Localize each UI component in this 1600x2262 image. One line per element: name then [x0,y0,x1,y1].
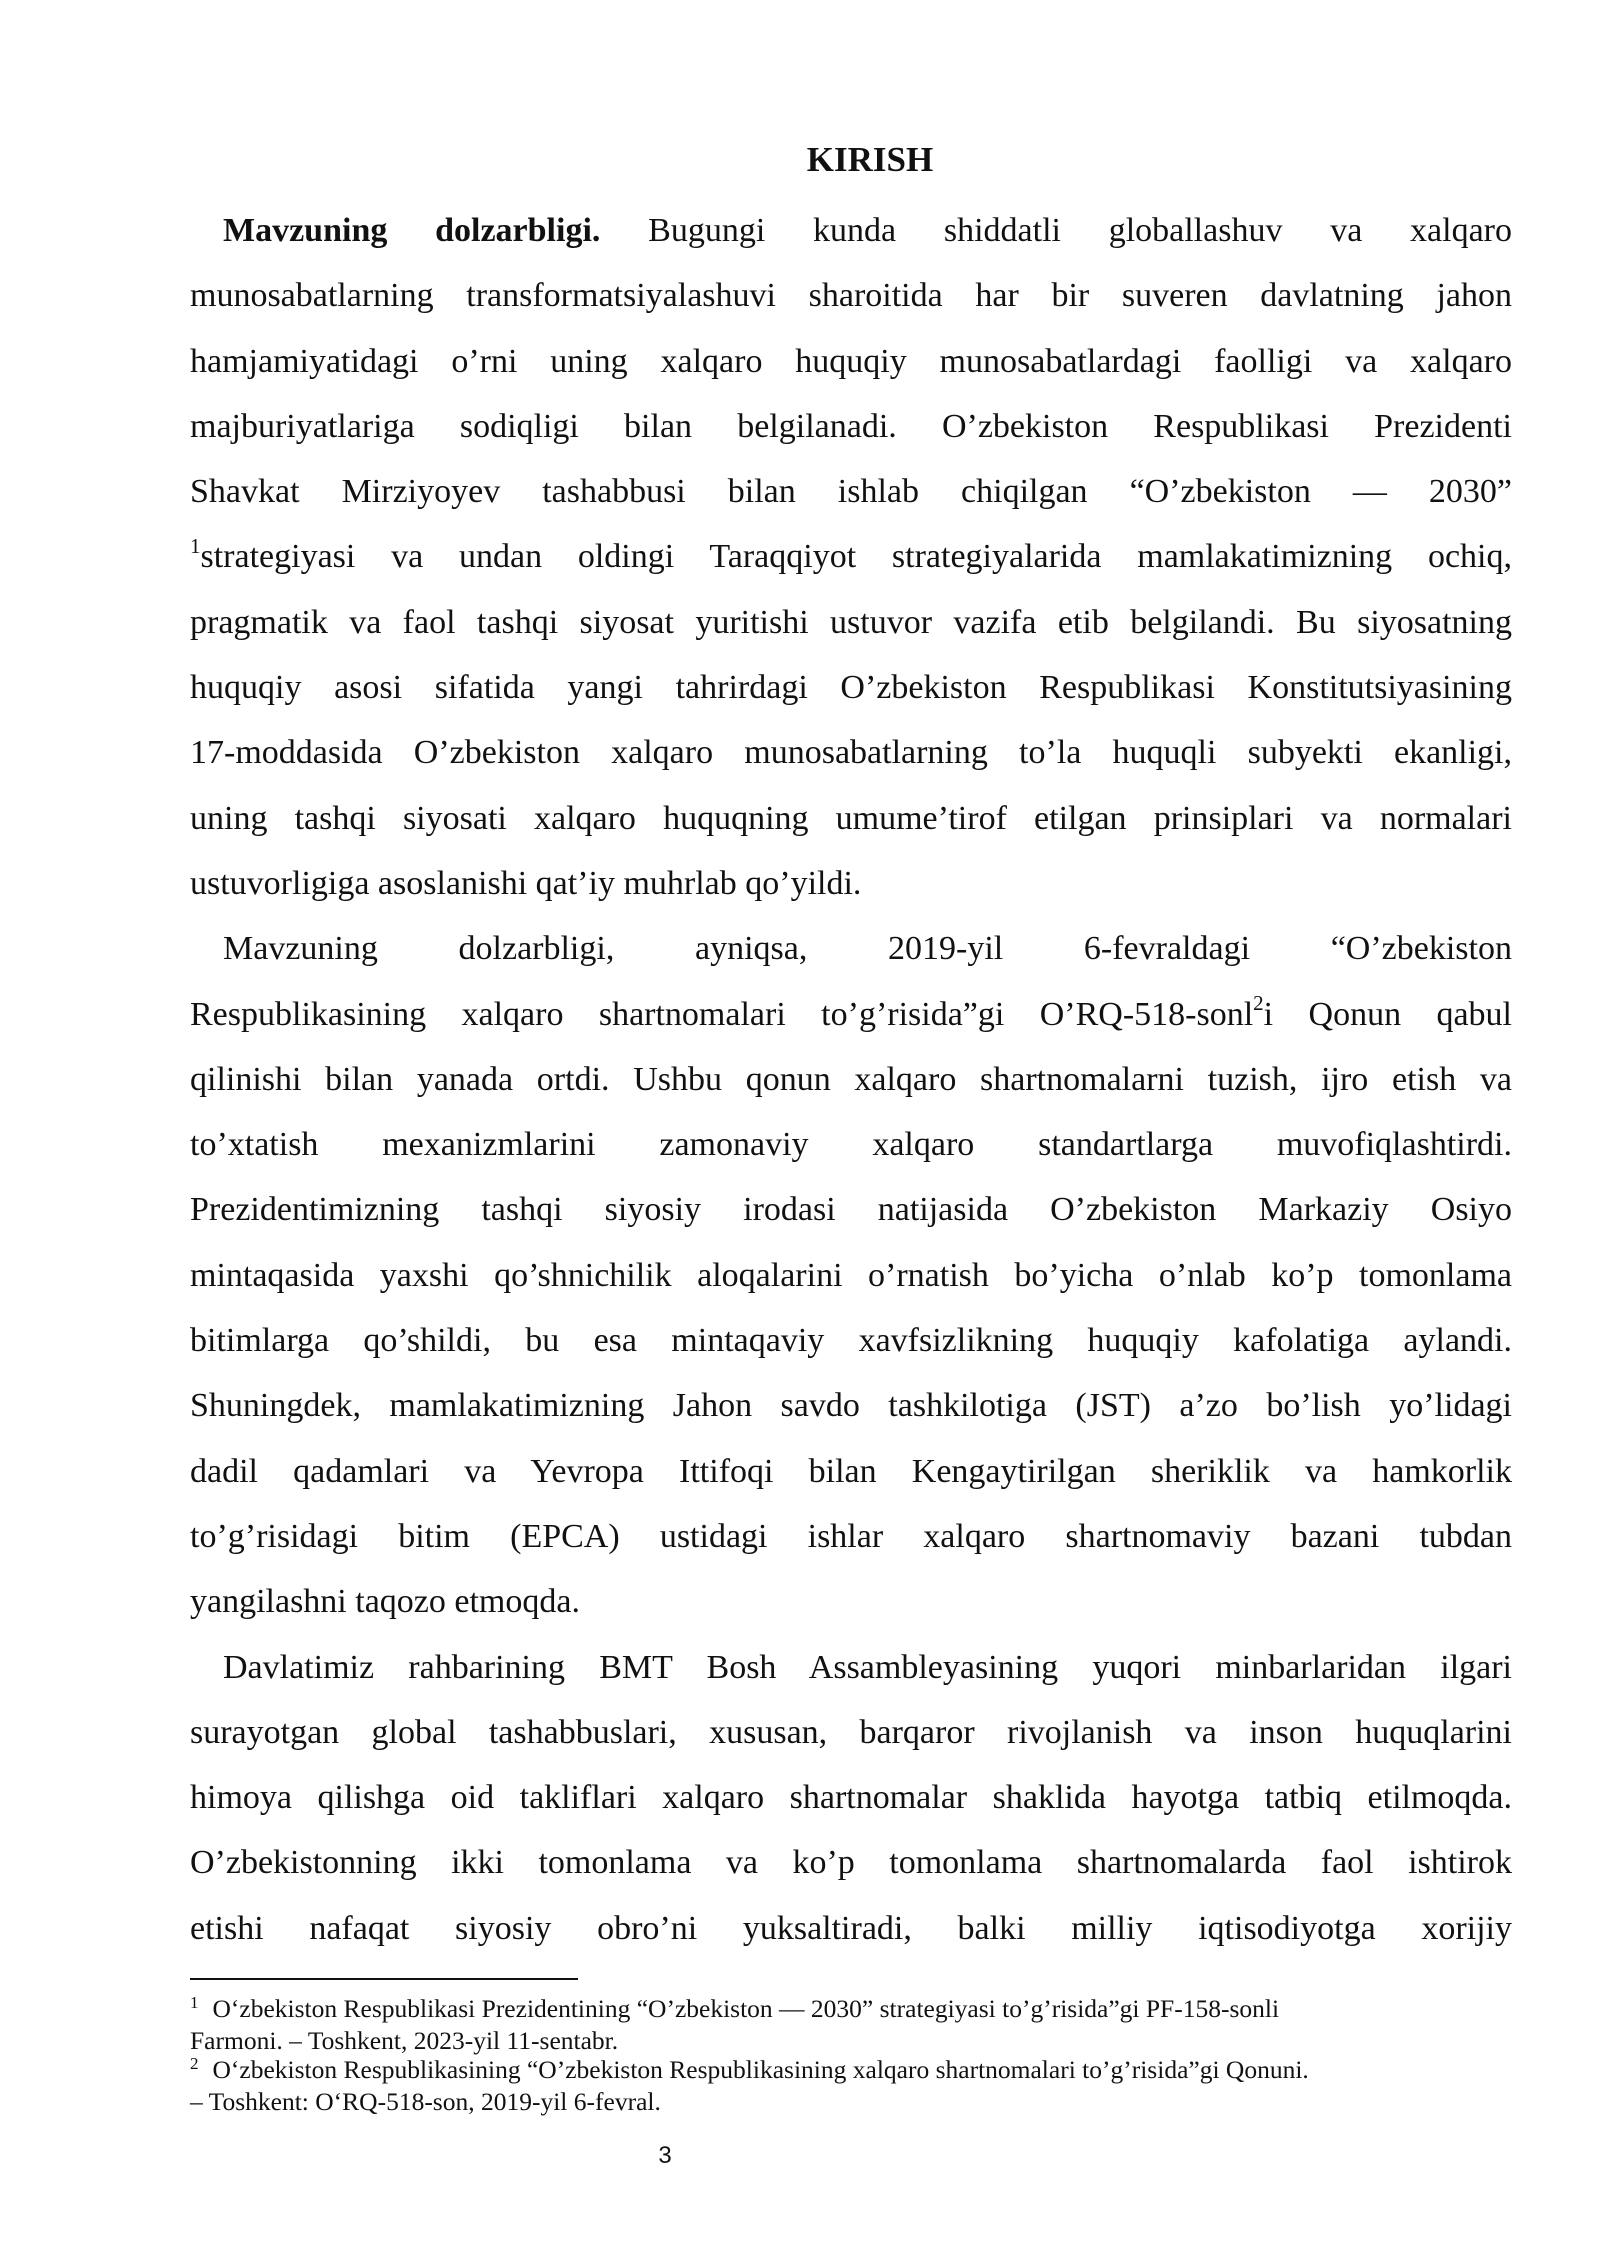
text-line: Shavkat Mirziyoyev tashabbusi bilan ishlab chiqilgan “O’zbekiston — 2030” [190,473,1512,511]
text-line: Davlatimiz rahbarining BMT Bosh Assambleyasining yuqori minbarlaridan ilgari [223,1648,1512,1686]
line-text: i Qonun qabul [1263,995,1512,1033]
text-line: qilinishi bilan yanada ortdi. Ushbu qonun xalqaro shartnomalarni tuzish, ijro etish va [190,1060,1512,1098]
page-number: 3 [658,2142,672,2169]
text-line: bitimlarga qo’shildi, bu esa mintaqaviy xavfsizlikning huquqiy kafolatiga aylandi. [190,1322,1512,1360]
text-line [190,982,1512,1047]
text-line: pragmatik va faol tashqi siyosat yuritishi ustuvor vazifa etib belgilandi. Bu siyosatning [190,603,1512,641]
footnote-mark: 1 [190,1993,199,2012]
footnote-line [190,2055,1512,2087]
footnote-text: O‘zbekiston Respublikasi Prezidentining “O’zbekiston — 2030” strategiyasi to’g’risida”gi PF-158-sonli [212,1994,1280,2023]
text-line: to’g’risidagi bitim (EPCA) ustidagi ishlar xalqaro shartnomaviy bazani tubdan [190,1517,1512,1555]
text-line: surayotgan global tashabbuslari, xususan, barqaror rivojlanish va inson huquqlarini [190,1713,1512,1751]
line-text: Bugungi kunda shiddatli globallashuv va xalqaro [600,212,1512,249]
footnotes [190,1994,1512,2116]
text-line: 17-moddasida O’zbekiston xalqaro munosabatlarning to’la huquqli subyekti ekanligi, [190,734,1512,772]
body-text [190,198,1512,1961]
text-line: Shuningdek, mamlakatimizning Jahon savdo tashkilotiga (JST) a’zo bo’lish yo’lidagi [190,1387,1512,1425]
text-line: Mavzuning dolzarbligi, ayniqsa, 2019-yil 6-fevraldagi “O’zbekiston [223,930,1512,968]
line-text: strategiyasi va undan oldingi Taraqqiyot strategiyalarida mamlakatimizning ochiq, [200,538,1512,576]
text-line: ustuvorligiga asoslanishi qat’iy muhrlab qo’yildi. [190,864,862,902]
text-line: Prezidentimizning tashqi siyosiy irodasi natijasida O’zbekiston Markaziy Osiyo [190,1191,1512,1229]
text-line: yangilashni taqozo etmoqda. [190,1583,580,1621]
text-line: mintaqasida yaxshi qo’shnichilik aloqalarini o’rnatish bo’yicha o’nlab ko’p tomonlama [190,1256,1512,1294]
text-line [190,524,1512,589]
paragraph-lead: Mavzuning dolzarbligi. [223,212,601,249]
text-line: uning tashqi siyosati xalqaro huquqning umume’tirof etilgan prinsiplari va normalari [190,799,1512,837]
text-line: O’zbekistonning ikki tomonlama va ko’p tomonlama shartnomalarda faol ishtirok [190,1844,1512,1882]
footnote-ref: 1 [190,534,201,559]
text-line: munosabatlarning transformatsiyalashuvi sharoitida har bir suveren davlatning jahon [190,277,1512,315]
text-line: hamjamiyatidagi o’rni uning xalqaro huquqiy munosabatlardagi faolligi va xalqaro [190,342,1512,380]
footnote-separator [190,1978,578,1980]
footnote-line: Farmoni. – Toshkent, 2023-yil 11-sentabr. [190,2026,619,2055]
footnote-line: – Toshkent: O‘RQ-518-son, 2019-yil 6-fevral. [190,2087,661,2116]
text-line: majburiyatlariga sodiqligi bilan belgilanadi. O’zbekiston Respublikasi Prezidenti [190,407,1512,445]
text-line [190,198,1512,263]
section-heading: KIRISH [806,140,934,179]
footnote-mark: 2 [190,2054,199,2073]
footnote-text: O‘zbekiston Respublikasining “O’zbekiston Respublikasining xalqaro shartnomalari to’g’risida”gi Qonuni. [212,2055,1309,2084]
footnote-ref: 2 [1253,991,1264,1016]
text-line: dadil qadamlari va Yevropa Ittifoqi bilan Kengaytirilgan sheriklik va hamkorlik [190,1452,1512,1490]
text-line: etishi nafaqat siyosiy obro’ni yuksaltiradi, balki milliy iqtisodiyotga xorijiy [190,1909,1512,1947]
footnote-2 [190,2055,1512,2116]
footnote-1 [190,1994,1512,2055]
text-line: himoya qilishga oid takliflari xalqaro shartnomalar shaklida hayotga tatbiq etilmoqda. [190,1779,1512,1817]
text-line: to’xtatish mexanizmlarini zamonaviy xalqaro standartlarga muvofiqlashtirdi. [190,1126,1512,1164]
line-text: Respublikasining xalqaro shartnomalari to’g’risida”gi O’RQ-518-sonl [190,995,1254,1033]
text-line: huquqiy asosi sifatida yangi tahrirdagi O’zbekiston Respublikasi Konstitutsiyasining [190,669,1512,707]
footnote-line [190,1994,1512,2026]
